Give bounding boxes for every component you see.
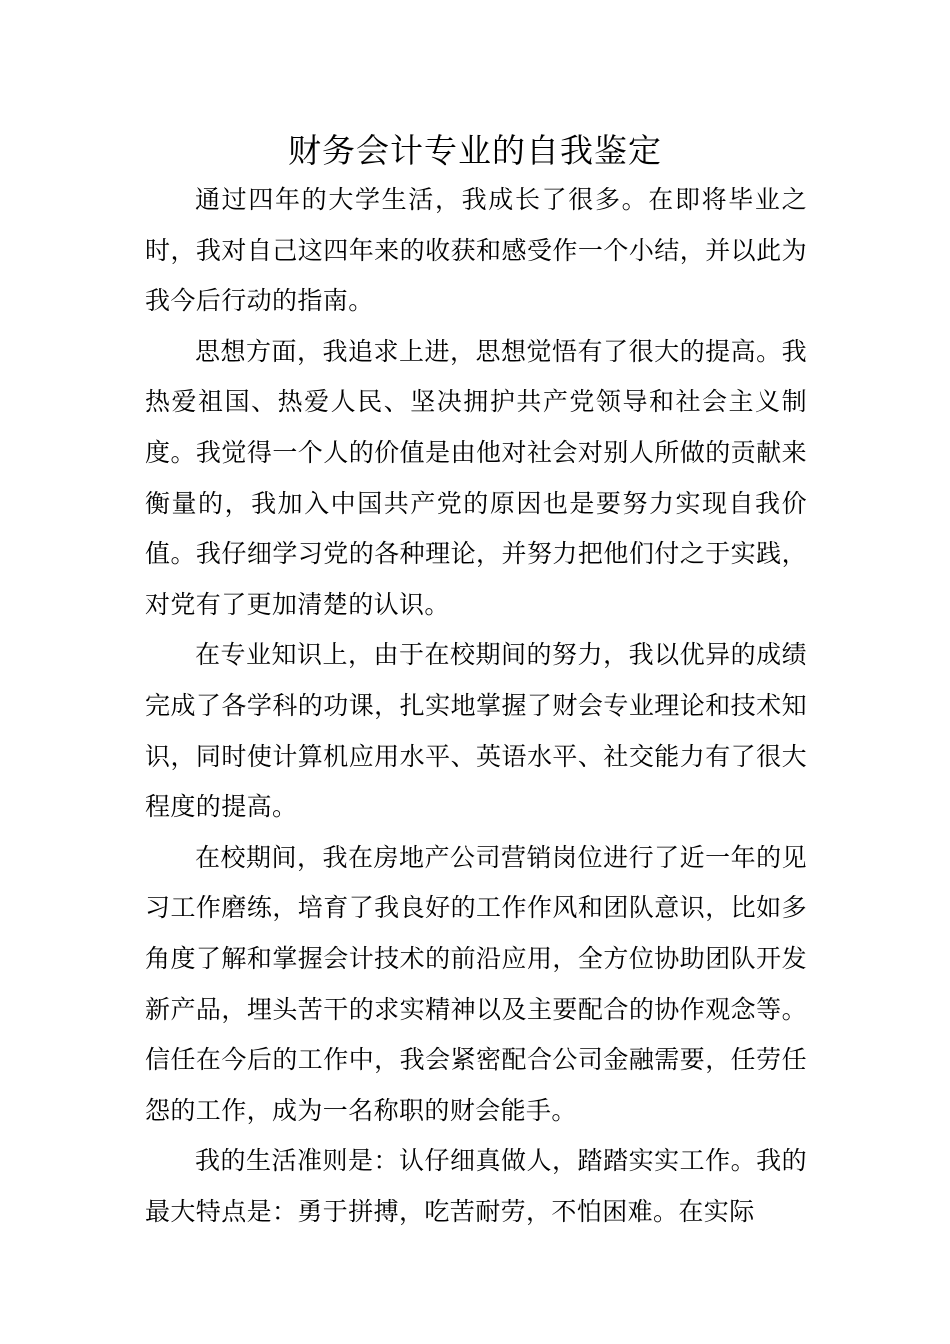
paragraph-professional-knowledge: 在专业知识上，由于在校期间的努力，我以优异的成绩完成了各学科的功课，扎实地掌握了财会专业理论和技术知识，同时使计算机应用水平、英语水平、社交能力有了很大程度的提高。 bbox=[145, 640, 807, 822]
document-title: 财务会计专业的自我鉴定 bbox=[288, 131, 662, 170]
paragraph-internship: 在校期间，我在房地产公司营销岗位进行了近一年的见习工作磨练，培育了我良好的工作作风和团队意识，比如多角度了解和掌握会计技术的前沿应用，全方位协助团队开发新产品，埋头苦干的求实精神以及主要配合的协作观念等。信任在今后的工作中，我会紧密配合公司金融需要，任劳任怨的工作，成为一名称职的财会能手。 bbox=[145, 842, 807, 1125]
document-body bbox=[145, 175, 807, 1237]
paragraph-intro: 通过四年的大学生活，我成长了很多。在即将毕业之时，我对自己这四年来的收获和感受作一个小结，并以此为我今后行动的指南。 bbox=[145, 185, 807, 316]
paragraph-ideology: 思想方面，我追求上进，思想觉悟有了很大的提高。我热爱祖国、热爱人民、坚决拥护共产党领导和社会主义制度。我觉得一个人的价值是由他对社会对别人所做的贡献来衡量的，我加入中国共产党的原因也是要努力实现自我价值。我仔细学习党的各种理论，并努力把他们付之于实践，对党有了更加清楚的认识。 bbox=[145, 336, 807, 619]
paragraph-life-principles: 我的生活准则是：认仔细真做人，踏踏实实工作。我的最大特点是：勇于拼搏，吃苦耐劳，不怕困难。在实际 bbox=[145, 1146, 807, 1226]
